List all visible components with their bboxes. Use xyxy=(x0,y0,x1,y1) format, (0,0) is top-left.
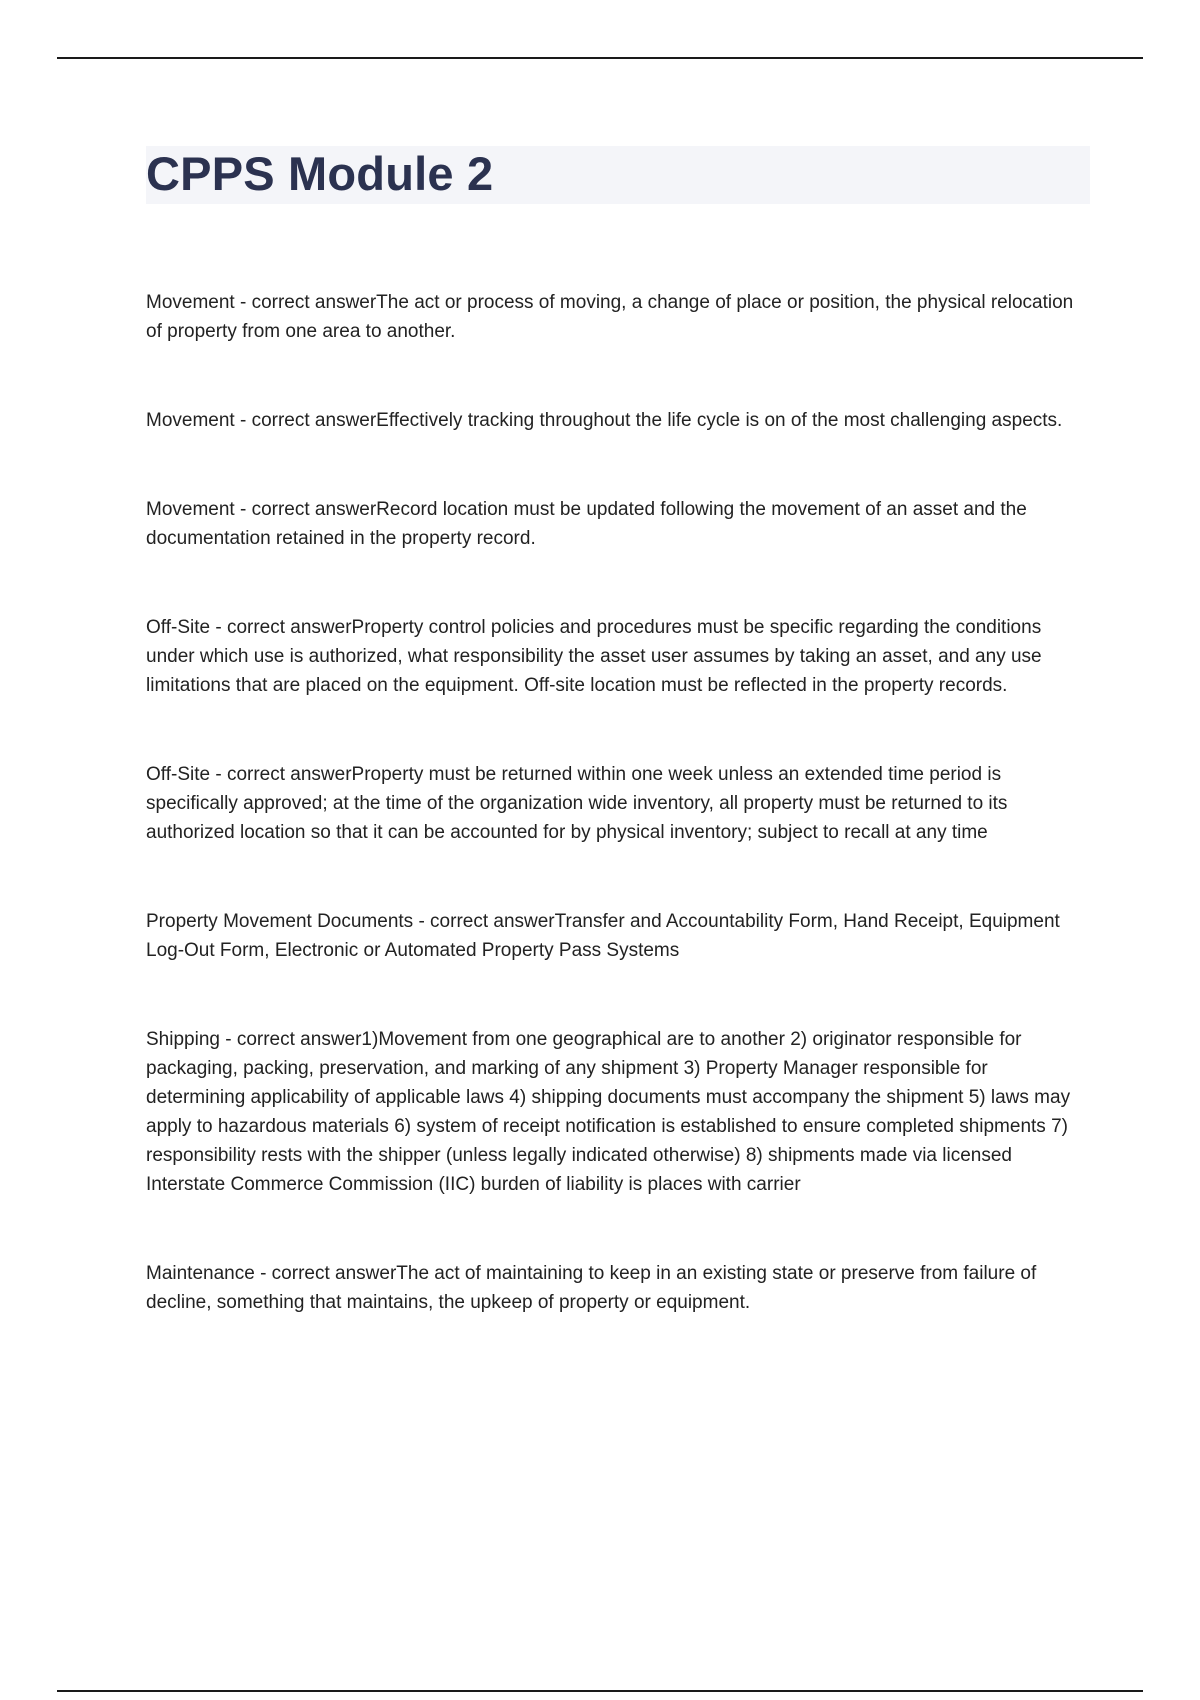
flashcard-entry: Off-Site - correct answerProperty must be returned within one week unless an extended time period is specifically approved; at the time of the organization wide inventory, all property must be returned to its authorized location so that it can be accounted for by physical inventory; subject to recall at any time xyxy=(146,764,1008,843)
flashcard-entry: Maintenance - correct answerThe act of maintaining to keep in an existing state or preserve from failure of decline, something that maintains, the upkeep of property or equipment. xyxy=(146,1263,1037,1313)
flashcard-entry: Shipping - correct answer1)Movement from one geographical are to another 2) originator responsible for packaging, packing, preservation, and marking of any shipment 3) Property Manager responsible for determining applicability of applicable laws 4) shipping documents must accompany the shipment 5) laws may apply to hazardous materials 6) system of receipt notification is established to ensure completed shipments 7) responsibility rests with the shipper (unless legally indicated otherwise) 8) shipments made via licensed Interstate Commerce Commission (IIC) burden of liability is places with carrier xyxy=(146,1029,1071,1195)
flashcard-entry: Movement - correct answerRecord location must be updated following the movement of an asset and the documentation retained in the property record. xyxy=(146,499,1027,549)
flashcard-entry: Off-Site - correct answerProperty control policies and procedures must be specific regarding the conditions under which use is authorized, what responsibility the asset user assumes by taking an asset, and any use limitations that are placed on the equipment. Off-site location must be reflected in the property records. xyxy=(146,617,1042,696)
page-title: CPPS Module 2 xyxy=(146,147,494,200)
flashcard-entry: Movement - correct answerEffectively tracking throughout the life cycle is on of the most challenging aspects. xyxy=(146,410,1063,431)
flashcard-list xyxy=(146,288,1090,1377)
flashcard-entry: Property Movement Documents - correct answerTransfer and Accountability Form, Hand Receipt, Equipment Log-Out Form, Electronic or Automated Property Pass Systems xyxy=(146,911,1060,961)
footer-rule xyxy=(57,1690,1143,1692)
header-rule xyxy=(57,57,1143,59)
flashcard-entry: Movement - correct answerThe act or process of moving, a change of place or position, the physical relocation of property from one area to another. xyxy=(146,292,1074,342)
